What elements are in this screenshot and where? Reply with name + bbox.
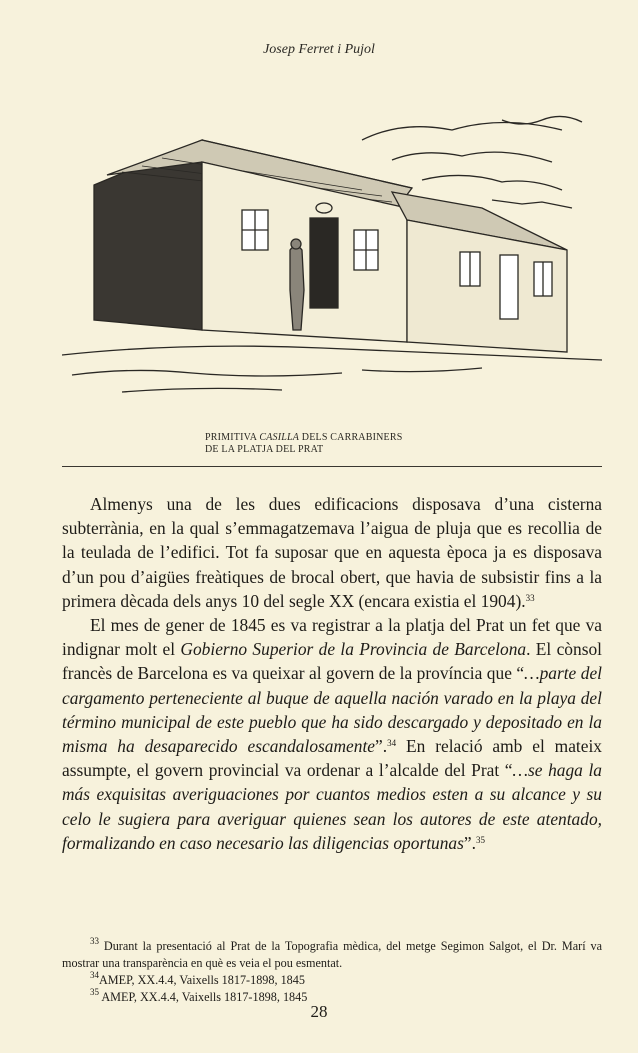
paragraph-text: . El cònsol francès de Barcelona es va queixar al govern de la província que “ bbox=[62, 639, 602, 684]
century-numeral: XX bbox=[329, 590, 355, 611]
caption-line-2: DE LA PLATJA DEL PRAT bbox=[205, 444, 324, 455]
paragraph-1 bbox=[62, 492, 602, 613]
quotation: …se haga la más exquisitas averiguaciones por cuantos medios esten a su alcance y su celo le sugiera para averiguar quienes sean los autores de este atentado, formalizando en caso necesario las diligencias oportunas bbox=[62, 760, 602, 853]
paragraph-text: En relació amb el mateix assumpte, el govern provincial va ordenar a l’alcalde del Prat “ bbox=[62, 736, 602, 781]
paragraph-2 bbox=[62, 613, 602, 855]
footnote-ref: 33 bbox=[525, 592, 535, 603]
footnote-ref: 34 bbox=[387, 738, 397, 749]
carabineers-house-illustration bbox=[62, 80, 602, 410]
paragraph-text: ”. bbox=[463, 832, 476, 853]
footnote-34 bbox=[62, 972, 602, 989]
footnote-number: 34 bbox=[90, 970, 99, 980]
paragraph-text: El mes de gener de 1845 es va registrar a la platja del Prat un fet que va indignar molt el bbox=[62, 615, 602, 660]
caption-text: PRIMITIVA bbox=[205, 432, 260, 443]
running-header: Josep Ferret i Pujol bbox=[263, 42, 375, 57]
footnote-number: 35 bbox=[90, 987, 99, 997]
footnote-text: Durant la presentació al Prat de la Topografia mèdica, del metge Segimon Salgot, el Dr. Marí va mostrar una transparència en què es veia el pou esmentat. bbox=[62, 939, 602, 970]
quotation: …parte del cargamento perteneciente al buque de aquella nación varado en la playa del término municipal de este pueblo que ha sido descargado y depositado en la misma ha desaparecido escandalosamente bbox=[62, 663, 602, 757]
caption-italic-term: CASILLA bbox=[259, 432, 300, 443]
building-drawing bbox=[62, 80, 602, 410]
institution-name: Gobierno Superior de la Provincia de Barcelona bbox=[180, 639, 527, 660]
body-text bbox=[62, 492, 602, 855]
page-number: 28 bbox=[310, 1002, 328, 1021]
divider-rule bbox=[62, 466, 602, 467]
footnote-ref: 35 bbox=[475, 834, 485, 845]
footnote-number: 33 bbox=[90, 936, 99, 946]
paragraph-text: (encara existia el 1904). bbox=[354, 590, 526, 611]
caption-text: DELS CARRABINERS bbox=[299, 432, 403, 443]
paragraph-text: Almenys una de les dues edificacions disposava d’una cisterna subterrània, en la qual s’emmagatzemava l’aigua de pluja que es recollia de la teulada de l’edifici. Tot fa suposar que en aquesta època ja es disposava d’un pou d’aigües freàtiques de brocal obert, que havia de subsistir fins a la primera dècada dels anys 10 del segle bbox=[62, 494, 602, 611]
footnote-text: AMEP, XX.4.4, Vaixells 1817-1898, 1845 bbox=[99, 990, 308, 1004]
figure-caption bbox=[205, 432, 465, 456]
footnotes bbox=[62, 938, 602, 1006]
footnote-33 bbox=[62, 938, 602, 972]
caption-line-1 bbox=[205, 432, 465, 444]
footnote-text: AMEP, XX.4.4, Vaixells 1817-1898, 1845 bbox=[99, 973, 305, 987]
paragraph-text: ”. bbox=[375, 736, 388, 757]
